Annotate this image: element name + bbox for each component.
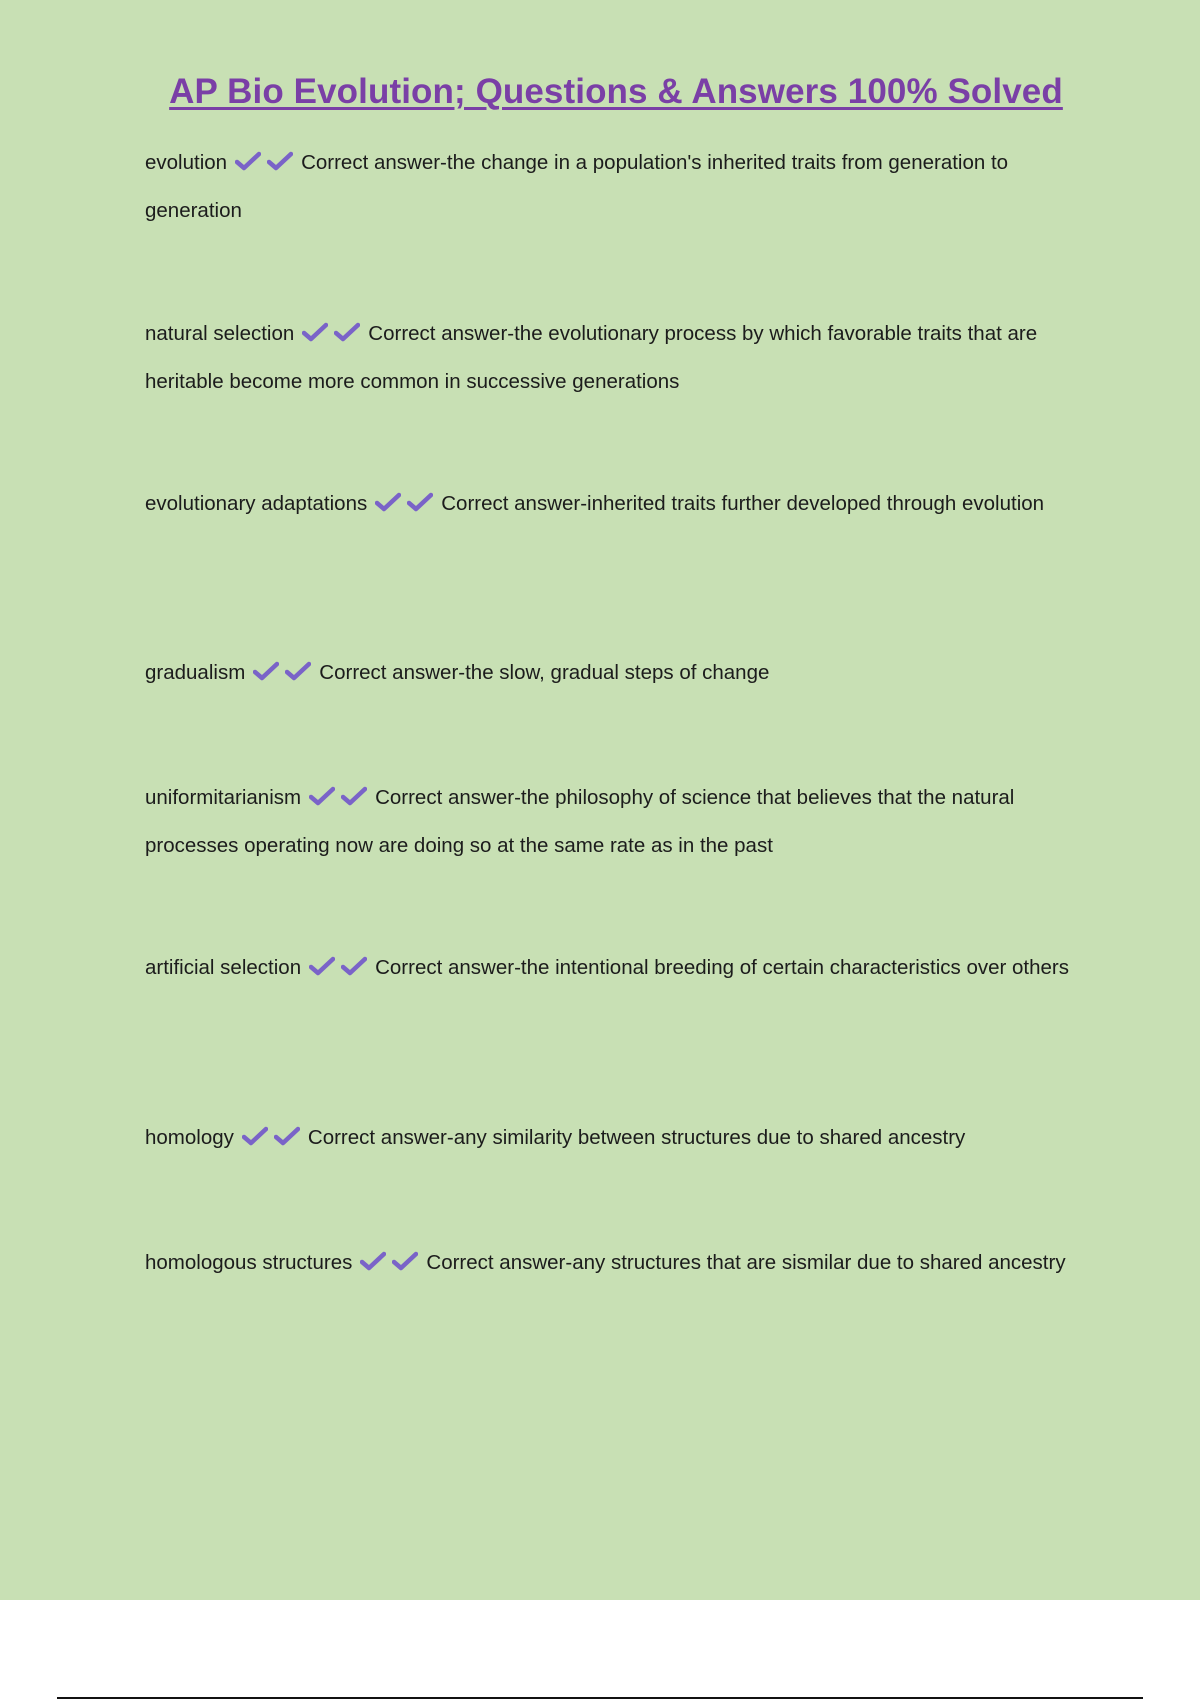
check-marks [360,1242,424,1288]
check-mark-icon [360,1251,386,1271]
entry-term: uniformitarianism [145,786,302,809]
qa-entry [145,311,1095,405]
entry-term: homology [145,1126,234,1149]
check-mark-icon [341,786,367,806]
entry-term: gradualism [145,661,246,684]
check-mark-icon [302,322,328,342]
entry-term: homologous structures [145,1251,353,1274]
check-mark-icon [253,661,279,681]
entry-term: evolutionary adaptations [145,492,368,515]
check-mark-icon [334,322,360,342]
check-marks [253,652,317,698]
check-marks [309,947,373,993]
entry-answer: Correct answer-any similarity between structures due to shared ancestry [307,1126,966,1149]
entry-answer: Correct answer-the intentional breeding of certain characteristics over others [375,956,1070,979]
entry-answer: Correct answer-any structures that are sismilar due to shared ancestry [426,1251,1066,1274]
footer-divider [57,1697,1143,1699]
check-mark-icon [341,956,367,976]
entry-answer: Correct answer-the evolutionary process by which favorable traits that are heritable become more common in successive generations [145,322,1038,393]
entry-answer: Correct answer-the slow, gradual steps of change [319,661,770,684]
check-mark-icon [235,151,261,171]
document-title: AP Bio Evolution; Questions & Answers 100% Solved [169,72,1063,111]
qa-entry [145,775,1095,869]
check-mark-icon [392,1251,418,1271]
check-mark-icon [242,1126,268,1146]
check-marks [302,313,366,359]
check-mark-icon [375,492,401,512]
qa-entry [145,1240,1095,1288]
entry-answer: Correct answer-the change in a population's inherited traits from generation to generation [145,151,1009,222]
qa-entry [145,140,1095,234]
qa-entry [145,1115,1095,1163]
check-mark-icon [309,956,335,976]
check-mark-icon [274,1126,300,1146]
check-marks [242,1117,306,1163]
entry-term: artificial selection [145,956,302,979]
check-mark-icon [267,151,293,171]
entry-answer: Correct answer-inherited traits further developed through evolution [441,492,1045,515]
entry-term: evolution [145,151,228,174]
check-marks [235,142,299,188]
entry-answer: Correct answer-the philosophy of science that believes that the natural processes operating now are doing so at the same rate as in the past [145,786,1015,857]
check-mark-icon [309,786,335,806]
check-marks [375,483,439,529]
check-mark-icon [285,661,311,681]
check-mark-icon [407,492,433,512]
qa-entry [145,945,1095,993]
entry-term: natural selection [145,322,295,345]
qa-entry [145,650,1095,698]
qa-entry [145,481,1095,529]
check-marks [309,777,373,823]
